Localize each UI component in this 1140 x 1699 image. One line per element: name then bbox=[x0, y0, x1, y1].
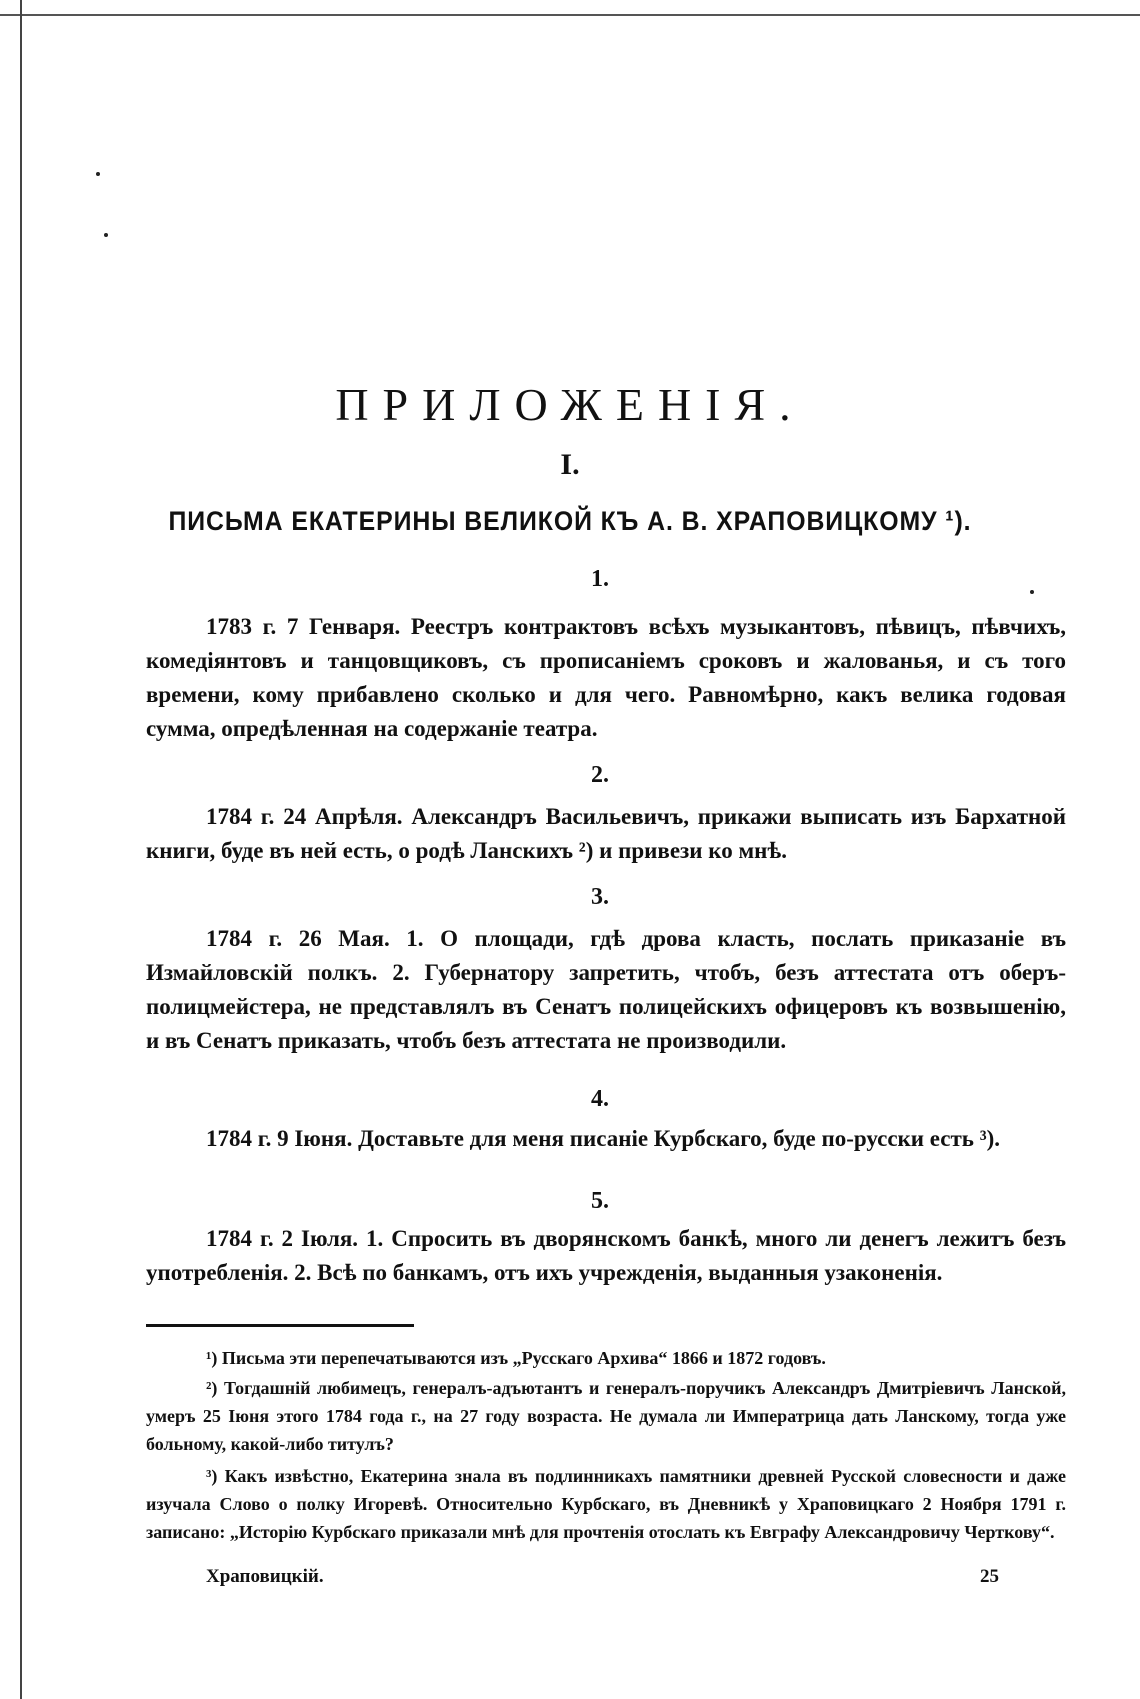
entry-number: 3. bbox=[591, 884, 609, 910]
footnote: ³) Какъ извѣстно, Екатерина знала въ подлинникахъ памятники древней Русской словесности и даже изучала Слово о полку Игоревѣ. Относительно Курбскаго, въ Дневникѣ у Храповицкаго 2 Ноября 1791 г. записано: „Исторію Курбскаго приказали мнѣ для прочтенія отослать къ Евграфу Александровичу Черткову“. bbox=[146, 1466, 1066, 1542]
footnote: ¹) Письма эти перепечатываются изъ „Русскаго Архива“ 1866 и 1872 годовъ. bbox=[206, 1348, 826, 1368]
letter-entry: 1784 г. 26 Мая. 1. О площади, гдѣ дрова класть, послать приказаніе въ Измайловскій полкъ. 2. Губернатору запретить, чтобъ, безъ аттестата отъ оберъ-полицмейстера, не представлялъ въ Сенатъ полицейскихъ офицеровъ къ возвышенію, и въ Сенатъ приказать, чтобъ безъ аттестата не производили. bbox=[146, 926, 1066, 1053]
footer-signature: Храповицкій. bbox=[206, 1566, 324, 1587]
scan-speck bbox=[96, 172, 100, 176]
letter-entry: 1783 г. 7 Генваря. Реестръ контрактовъ всѣхъ музыкантовъ, пѣвицъ, пѣвчихъ, комедіянтовъ и танцовщиковъ, съ прописаніемъ сроковъ и жалованья, и съ того времени, кому прибавлено сколько и для чего. Равномѣрно, какъ велика годовая сумма, опредѣленная на содержаніе театра. bbox=[146, 614, 1066, 741]
entry-number: 5. bbox=[591, 1188, 609, 1214]
letter-entry: 1784 г. 24 Апрѣля. Александръ Васильевичъ, прикажи выписать изъ Бархатной книги, буде въ ней есть, о родѣ Ланскихъ ²) и привези ко мнѣ. bbox=[146, 804, 1066, 863]
letter-entry: 1784 г. 2 Іюля. 1. Спросить въ дворянскомъ банкѣ, много ли денегъ лежитъ безъ употребленія. 2. Всѣ по банкамъ, отъ ихъ учрежденія, выданныя узаконенія. bbox=[146, 1226, 1066, 1285]
page-number: 25 bbox=[980, 1566, 999, 1587]
section-title: ПИСЬМА ЕКАТЕРИНЫ ВЕЛИКОЙ КЪ А. В. ХРАПОВИЦКОМУ ¹). bbox=[168, 506, 972, 536]
section-numeral: I. bbox=[560, 448, 580, 481]
page-edge-left bbox=[20, 0, 22, 1699]
page-edge-top bbox=[0, 14, 1140, 16]
scan-speck bbox=[104, 233, 108, 237]
letter-entry: 1784 г. 9 Іюня. Доставьте для меня писаніе Курбскаго, буде по-русски есть ³). bbox=[206, 1126, 1001, 1151]
footnote-divider bbox=[146, 1324, 414, 1327]
footnote: ²) Тогдашній любимецъ, генералъ-адъютантъ и генералъ-поручикъ Александръ Дмитріевичъ Ланской, умеръ 25 Іюня этого 1784 года г., на 27 году возраста. Не думала ли Императрица дать Ланскому, тогда уже больному, какой-либо титулъ? bbox=[146, 1378, 1066, 1454]
entry-number: 1. bbox=[591, 566, 609, 592]
entry-number: 4. bbox=[591, 1086, 609, 1112]
page-heading: ПРИЛОЖЕНІЯ. bbox=[335, 379, 805, 430]
entry-number: 2. bbox=[591, 762, 609, 788]
